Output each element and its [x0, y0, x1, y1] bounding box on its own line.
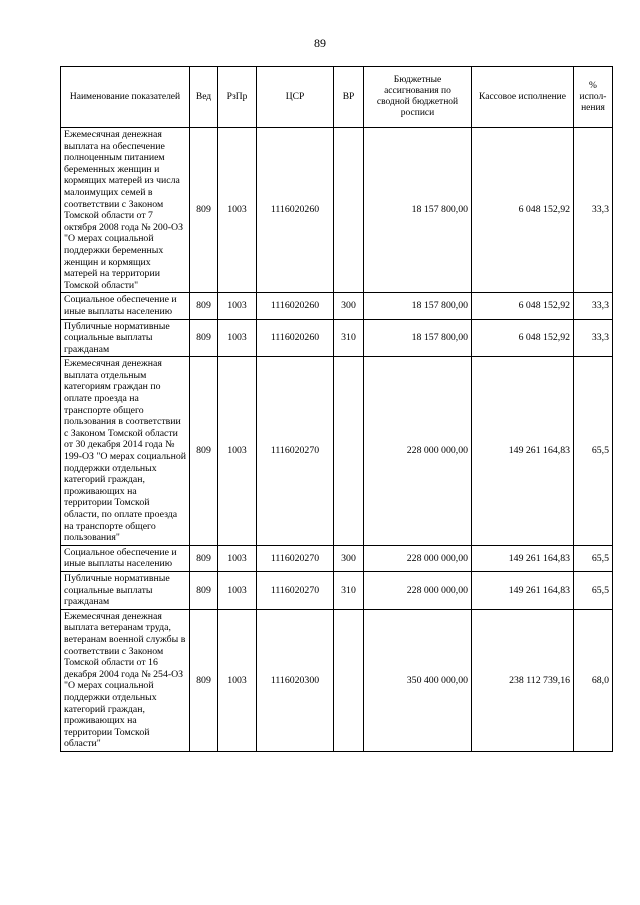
row-cash: 149 261 164,83 — [472, 571, 574, 609]
row-percent: 65,5 — [574, 571, 613, 609]
row-budget: 228 000 000,00 — [364, 545, 472, 571]
header-ved: Вед — [190, 67, 218, 128]
row-cash: 6 048 152,92 — [472, 319, 574, 357]
header-percent: % испол-нения — [574, 67, 613, 128]
row-name: Публичные нормативные социальные выплаты гражданам — [61, 319, 190, 357]
row-csr: 1116020260 — [257, 128, 334, 293]
row-ved: 809 — [190, 319, 218, 357]
table-row — [61, 293, 613, 319]
row-percent: 65,5 — [574, 357, 613, 546]
row-ved: 809 — [190, 545, 218, 571]
row-budget: 18 157 800,00 — [364, 128, 472, 293]
row-cash: 238 112 739,16 — [472, 609, 574, 751]
row-rzpr: 1003 — [218, 128, 257, 293]
row-name: Социальное обеспечение и иные выплаты населению — [61, 545, 190, 571]
budget-execution-table — [60, 66, 613, 752]
row-cash: 149 261 164,83 — [472, 545, 574, 571]
row-csr: 1116020260 — [257, 319, 334, 357]
row-ved: 809 — [190, 609, 218, 751]
row-csr: 1116020260 — [257, 293, 334, 319]
row-budget: 18 157 800,00 — [364, 293, 472, 319]
row-csr: 1116020270 — [257, 545, 334, 571]
row-csr: 1116020270 — [257, 357, 334, 546]
row-percent: 68,0 — [574, 609, 613, 751]
row-cash: 149 261 164,83 — [472, 357, 574, 546]
row-vr: 310 — [334, 319, 364, 357]
row-ved: 809 — [190, 128, 218, 293]
table-row — [61, 571, 613, 609]
header-rzpr: РзПр — [218, 67, 257, 128]
row-vr — [334, 609, 364, 751]
header-vr: ВР — [334, 67, 364, 128]
row-budget: 18 157 800,00 — [364, 319, 472, 357]
row-rzpr: 1003 — [218, 545, 257, 571]
row-name: Ежемесячная денежная выплата ветеранам труда, ветеранам военной службы в соответствии с Законом Томской области от 16 декабря 2004 года № 254-ОЗ "О мерах социальной поддержки отдельных категорий граждан, проживающих на территории Томской области" — [61, 609, 190, 751]
row-vr — [334, 128, 364, 293]
row-vr: 300 — [334, 293, 364, 319]
row-name: Публичные нормативные социальные выплаты гражданам — [61, 571, 190, 609]
table-row — [61, 609, 613, 751]
row-budget: 228 000 000,00 — [364, 571, 472, 609]
row-rzpr: 1003 — [218, 609, 257, 751]
row-percent: 65,5 — [574, 545, 613, 571]
row-name: Ежемесячная денежная выплата отдельным категориям граждан по оплате проезда на транспорте общего пользования в соответствии с Законом Томской области от 30 декабря 2014 года № 199-ОЗ "О мерах социальной поддержки отдельных категорий граждан, проживающих на территории Томской области, по оплате проезда на транспорте общего пользования" — [61, 357, 190, 546]
row-csr: 1116020300 — [257, 609, 334, 751]
row-csr: 1116020270 — [257, 571, 334, 609]
row-rzpr: 1003 — [218, 319, 257, 357]
table-row — [61, 319, 613, 357]
row-name: Ежемесячная денежная выплата на обеспечение полноценным питанием беременных женщин и кормящих матерей из числа малоимущих семей в соответствии с Законом Томской области от 7 октября 2008 года № 200-ОЗ "О мерах социальной поддержки беременных женщин и кормящих матерей на территории Томской области" — [61, 128, 190, 293]
table-row — [61, 128, 613, 293]
row-cash: 6 048 152,92 — [472, 128, 574, 293]
row-rzpr: 1003 — [218, 571, 257, 609]
row-percent: 33,3 — [574, 128, 613, 293]
row-ved: 809 — [190, 571, 218, 609]
row-rzpr: 1003 — [218, 357, 257, 546]
table-row — [61, 357, 613, 546]
row-vr — [334, 357, 364, 546]
header-csr: ЦСР — [257, 67, 334, 128]
row-rzpr: 1003 — [218, 293, 257, 319]
row-name: Социальное обеспечение и иные выплаты населению — [61, 293, 190, 319]
header-cash: Кассовое исполнение — [472, 67, 574, 128]
row-cash: 6 048 152,92 — [472, 293, 574, 319]
row-ved: 809 — [190, 293, 218, 319]
page-number: 89 — [314, 36, 326, 50]
header-budget: Бюджетные ассигнования по сводной бюджетной росписи — [364, 67, 472, 128]
row-percent: 33,3 — [574, 293, 613, 319]
row-budget: 350 400 000,00 — [364, 609, 472, 751]
table-row — [61, 545, 613, 571]
row-ved: 809 — [190, 357, 218, 546]
row-vr: 310 — [334, 571, 364, 609]
row-percent: 33,3 — [574, 319, 613, 357]
row-budget: 228 000 000,00 — [364, 357, 472, 546]
row-vr: 300 — [334, 545, 364, 571]
header-name: Наименование показателей — [61, 67, 190, 128]
table-header-row — [61, 67, 613, 128]
